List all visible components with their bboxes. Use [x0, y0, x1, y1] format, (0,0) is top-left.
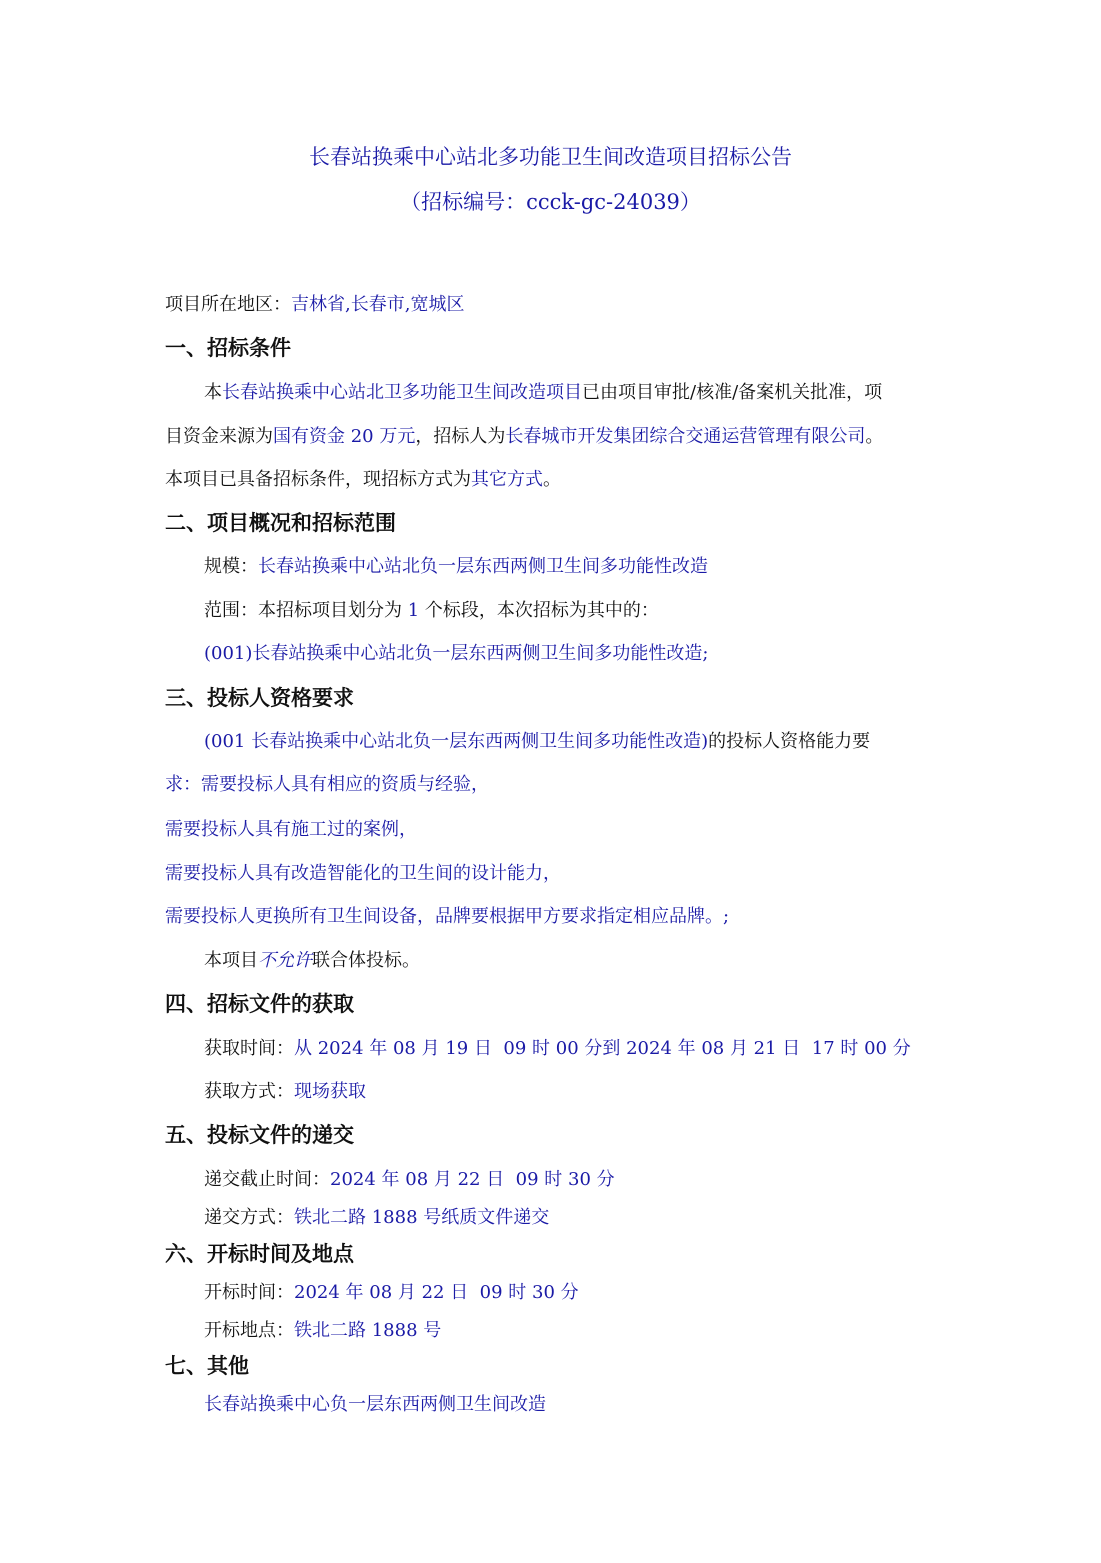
s1-paragraph-line-1	[204, 378, 882, 404]
obtain-time-value: 从 2024 年 08 月 19 日 09 时 00 分到 2024 年 08 月 21 日 17 时 00 分	[294, 1038, 911, 1059]
text: 范围：本招标项目划分为	[204, 600, 402, 621]
text: 本	[204, 382, 222, 403]
section-heading-4: 四、招标文件的获取	[165, 992, 354, 1016]
qualification-line-3: 需要投标人具有施工过的案例，	[165, 819, 417, 840]
document-title: 长春站换乘中心站北多功能卫生间改造项目招标公告	[309, 145, 792, 169]
joint-bid-line	[204, 946, 420, 972]
scale-value: 长春站换乘中心站北负一层东西两侧卫生间多功能性改造	[258, 556, 708, 577]
obtain-method-value: 现场获取	[294, 1081, 366, 1102]
region-label: 项目所在地区：	[165, 294, 291, 315]
opening-place-line	[204, 1316, 441, 1342]
text: 本项目已具备招标条件，现招标方式为	[165, 469, 471, 490]
text: 求：	[165, 774, 201, 795]
opening-time-label: 开标时间：	[204, 1282, 294, 1303]
text: 联合体投标。	[312, 950, 420, 971]
opening-place-value: 铁北二路 1888 号	[294, 1320, 442, 1341]
section-heading-6: 六、开标时间及地点	[165, 1242, 354, 1266]
text: 本项目	[204, 950, 258, 971]
qualification-line-4: 需要投标人具有改造智能化的卫生间的设计能力，	[165, 863, 561, 884]
text: 。	[543, 469, 561, 490]
text: 个标段，本次招标为其中的：	[424, 600, 659, 621]
lot-line: (001)长春站换乘中心站北负一层东西两侧卫生间多功能性改造;	[204, 643, 709, 664]
section-heading-2: 二、项目概况和招标范围	[165, 511, 396, 535]
submit-deadline-value: 2024 年 08 月 22 日 09 时 30 分	[330, 1169, 615, 1190]
s1-paragraph-line-2	[165, 422, 883, 448]
submit-deadline-label: 递交截止时间：	[204, 1169, 330, 1190]
tender-code: （招标编号：ccck-gc-24039）	[400, 190, 701, 214]
obtain-time-line	[204, 1034, 911, 1060]
qualification-line-2	[165, 770, 489, 796]
other-text: 长春站换乘中心负一层东西两侧卫生间改造	[204, 1394, 546, 1415]
qualification-line-5: 需要投标人更换所有卫生间设备，品牌要根据甲方要求指定相应品牌。;	[165, 906, 730, 927]
tenderer-name: 长春城市开发集团综合交通运营管理有限公司	[505, 426, 866, 447]
funding-source: 国有资金 20 万元	[273, 426, 416, 447]
text: ，招标人为	[415, 426, 506, 447]
submit-deadline-line	[204, 1165, 615, 1191]
text: 。	[865, 426, 884, 447]
tender-method: 其它方式	[471, 469, 543, 490]
obtain-method-label: 获取方式：	[204, 1081, 294, 1102]
section-heading-5: 五、投标文件的递交	[165, 1123, 354, 1147]
scale-line	[204, 552, 708, 578]
text: 的投标人资格能力要	[708, 731, 871, 752]
section-heading-1: 一、招标条件	[165, 336, 291, 360]
section-heading-7: 七、其他	[165, 1354, 249, 1378]
lot-count: 1	[407, 600, 420, 621]
qualification-line-1	[204, 727, 870, 753]
obtain-time-label: 获取时间：	[204, 1038, 294, 1059]
lot-reference: (001 长春站换乘中心站北负一层东西两侧卫生间多功能性改造)	[204, 731, 709, 752]
opening-time-line	[204, 1278, 579, 1304]
submit-method-label: 递交方式：	[204, 1207, 294, 1228]
submit-method-line	[204, 1203, 549, 1229]
region-value: 吉林省,长春市,宽城区	[291, 294, 465, 315]
text: 已由项目审批/核准/备案机关批准，项	[582, 382, 883, 403]
project-region	[165, 290, 464, 316]
text: 目资金来源为	[165, 426, 273, 447]
submit-method-value: 铁北二路 1888 号纸质文件递交	[294, 1207, 550, 1228]
range-line	[204, 596, 659, 622]
opening-place-label: 开标地点：	[204, 1320, 294, 1341]
section-heading-3: 三、投标人资格要求	[165, 686, 354, 710]
opening-time-value: 2024 年 08 月 22 日 09 时 30 分	[294, 1282, 579, 1303]
obtain-method-line	[204, 1077, 366, 1103]
s1-paragraph-line-3	[165, 465, 561, 491]
joint-bid-status: 不允许	[258, 950, 312, 971]
scale-label: 规模：	[204, 556, 258, 577]
text: 需要投标人具有相应的资质与经验，	[201, 774, 489, 795]
project-name: 长春站换乘中心站北卫多功能卫生间改造项目	[222, 382, 582, 403]
